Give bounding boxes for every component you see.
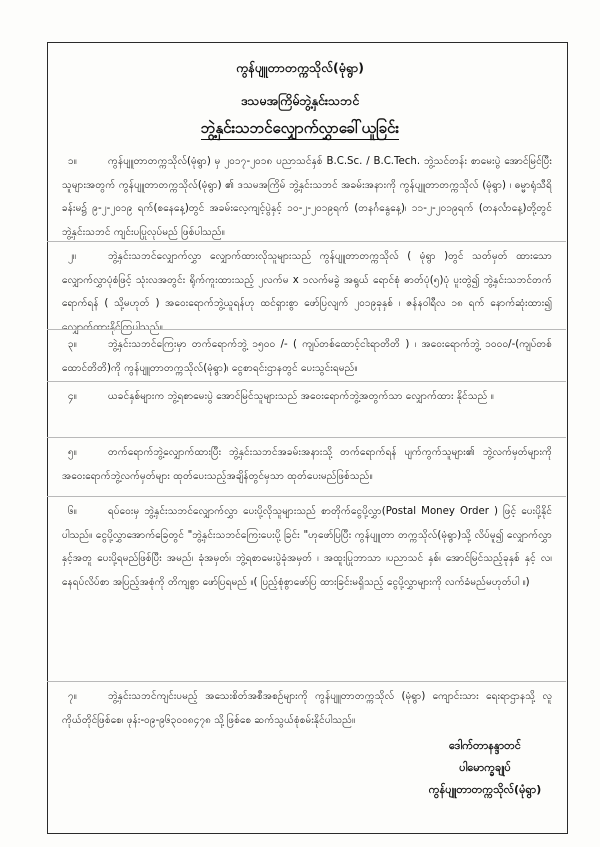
- divider: [47, 241, 566, 242]
- signature-institution: ကွန်ပျူတာတက္ကသိုလ်(မုံရွာ): [428, 783, 542, 796]
- paragraph-number: ၅။: [68, 447, 77, 458]
- divider: [47, 437, 566, 438]
- paragraph-text: ကွန်ပျူတာတက္ကသိုလ်(မုံရွာ) မှ ၂၀၁၇-၂၀၁၈ ပညာသင်နှစ် B.C.Sc. / B.C.Tech. ဘွဲ့သင်တန်း စာမေးပွဲ အောင်မြင်ပြီးသူများအတွက် ကွန်ပျူတာတက္ကသိုလ်(မုံရွာ) ၏ ဒသမအကြိမ် ဘွဲ့နှင်းသဘင် အခမ်းအနားကို ကွန်ပျူတာတက္ကသိုလ် (မုံရွာ) ၊ ဓမ္မာရုံသီရိခန်းမ၌ ၉-၂-၂၀၁၉ ရက်(စနေနေ့)တွင် အခမ်းလေ့ကျင့်ပွဲနှင့် ၁၀-၂-၂၀၁၉ရက် (တနင်္ဂနွေနေ့)၊ ၁၁-၂-၂၀၁၉ရက် (တနင်္လာနေ့)တို့တွင် ဘွဲ့နှင်းသဘင် ကျင်းပပြုလုပ်မည် ဖြစ်ပါသည်။: [62, 156, 552, 238]
- paragraph-number: ၂။: [68, 251, 77, 262]
- divider: [47, 681, 566, 682]
- paragraph-7: [62, 685, 552, 732]
- paragraph-number: ၃။: [68, 339, 77, 350]
- paragraph-text: ဘွဲ့နှင်းသဘင်လျှောက်လွှာ လျှောက်ထားလိုသူများသည် ကွန်ပျူတာတက္ကသိုလ် ( မုံရွာ )တွင် သတ်မှတ် ထားသော လျှောက်လွှာပုံစံဖြင့် သုံးလအတွင်း ရိုက်ကူးထားသည့် ၂လက်မ x ၁လက်မခွဲ အရွယ် ရောင်စုံ ဓာတ်ပုံ(၅)ပုံ ပူးတွဲ၍ ဘွဲ့နှင်းသဘင်တက်ရောက်ရန် ( သို့မဟုတ် ) အဝေးရောက်ဘွဲ့ယူရန်ဟု ထင်ရှားစွာ ဖော်ပြလျက် ၂၀၁၉ခုနှစ် ၊ ဇန်နဝါရီလ ၁၈ ရက် နောက်ဆုံးထား၍ လျှောက်ထားနိုင်ကြပါသည်။: [62, 251, 552, 333]
- paragraph-number: ၄။: [68, 391, 77, 402]
- ceremony-name: ဒသမအကြိမ်ဘွဲ့နှင်းသဘင်: [240, 93, 360, 108]
- paragraph-3: [62, 333, 552, 380]
- divider: [47, 329, 566, 330]
- paragraph-1: [62, 150, 552, 244]
- paragraph-text: ယခင်နှစ်များက ဘွဲ့ရစာမေးပွဲ အောင်မြင်သူများသည် အဝေးရောက်ဘွဲ့အတွက်သာ လျှောက်ထား နိုင်သည် ။: [108, 391, 494, 402]
- signature-name: ဒေါက်တာနန္ဒာတင်: [449, 739, 521, 752]
- divider: [47, 381, 566, 382]
- paragraph-4: [62, 385, 552, 409]
- notice-title-text: ဘွဲ့နှင်းသဘင်လျှောက်လွှာခေါ်ယူခြင်း: [201, 119, 399, 140]
- paragraph-5: [62, 441, 552, 488]
- signature-title: ပါမောက္ခချုပ်: [459, 761, 511, 774]
- paragraph-2: [62, 245, 552, 339]
- paragraph-number: ၁။: [68, 156, 77, 167]
- divider: [47, 496, 566, 497]
- paragraph-text: တက်ရောက်ဘွဲ့လျှောက်ထားပြီး ဘွဲ့နှင်းသဘင်အခမ်းအနားသို့ တက်ရောက်ရန် ပျက်ကွက်သူများ၏ ဘွဲ့လက်မှတ်များကို အဝေးရောက်ဘွဲ့လက်မှတ်များ ထုတ်ပေးသည့်အချိန်တွင်မှသာ ထုတ်ပေးမည်ဖြစ်သည်။: [62, 447, 552, 482]
- notice-title: [0, 119, 600, 141]
- paragraph-6: [62, 500, 552, 594]
- paragraph-number: ၆။: [68, 506, 77, 517]
- paragraph-text: ဘွဲ့နှင်းသဘင်ကျင်းပမည့် အသေးစိတ်အစီအစဉ်များကို ကွန်ပျူတာတက္ကသိုလ် (မုံရွာ) ကျောင်းသား ရေးရာဌာနသို့ လူကိုယ်တိုင်ဖြစ်စေ၊ ဖုန်း-၀၉-၉၆၃၀၀၈၄၇၈ သို့ဖြစ်စေ ဆက်သွယ်စုံစမ်းနိုင်ပါသည်။: [62, 691, 552, 726]
- paragraph-number: ၇။: [68, 691, 77, 702]
- paragraph-text: ဘွဲ့နှင်းသဘင်ကြေးမှာ တက်ရောက်ဘွဲ့ ၁၅၀၀ /- ( ကျပ်တစ်ထောင့်ငါးရာတိတိ ) ၊ အဝေးရောက်ဘွဲ့ ၁၀၀၀/-(ကျပ်တစ်ထောင်တိတိ)ကို ကွန်ပျူတာတက္ကသိုလ်(မုံရွာ)၊ ငွေစာရင်းဌာနတွင် ပေးသွင်းရမည်။: [62, 339, 552, 374]
- university-name: ကွန်ပျူတာတက္ကသိုလ်(မုံရွာ): [236, 60, 364, 75]
- paragraph-text: ရပ်ဝေးမှ ဘွဲ့နှင်းသဘင်လျှောက်လွှာ ပေးပို့လိုသူများသည် စာတိုက်ငွေပို့လွှာ(Postal Money Order ) ဖြင့် ပေးပို့နိုင်ပါသည်။ ငွေပို့လွှာအောက်ခြေတွင် "ဘွဲ့နှင်းသဘင်ကြေးပေးပို့ ခြင်း "ဟုဖော်ပြပြီး ကွန်ပျူတာ တက္ကသိုလ်(မုံရွာ)သို့ လိပ်မူ၍ လျှောက်လွှာနှင့်အတူ ပေးပို့ရမည်ဖြစ်ပြီး အမည်၊ ခုံအမှတ်၊ ဘွဲ့ရစာမေးပွဲခုံအမှတ် ၊ အထူးပြုဘာသာ ၊ပညာသင် နှစ်၊ အောင်မြင်သည့်ခုနှစ် နှင့် လ၊ နေရပ်လိပ်စာ အပြည့်အစုံကို တိကျစွာ ဖော်ပြရမည် ။( ပြည့်စုံစွာဖော်ပြ ထားခြင်းမရှိသည့် ငွေပို့လွှာများကို လက်ခံမည်မဟုတ်ပါ ။): [62, 506, 552, 588]
